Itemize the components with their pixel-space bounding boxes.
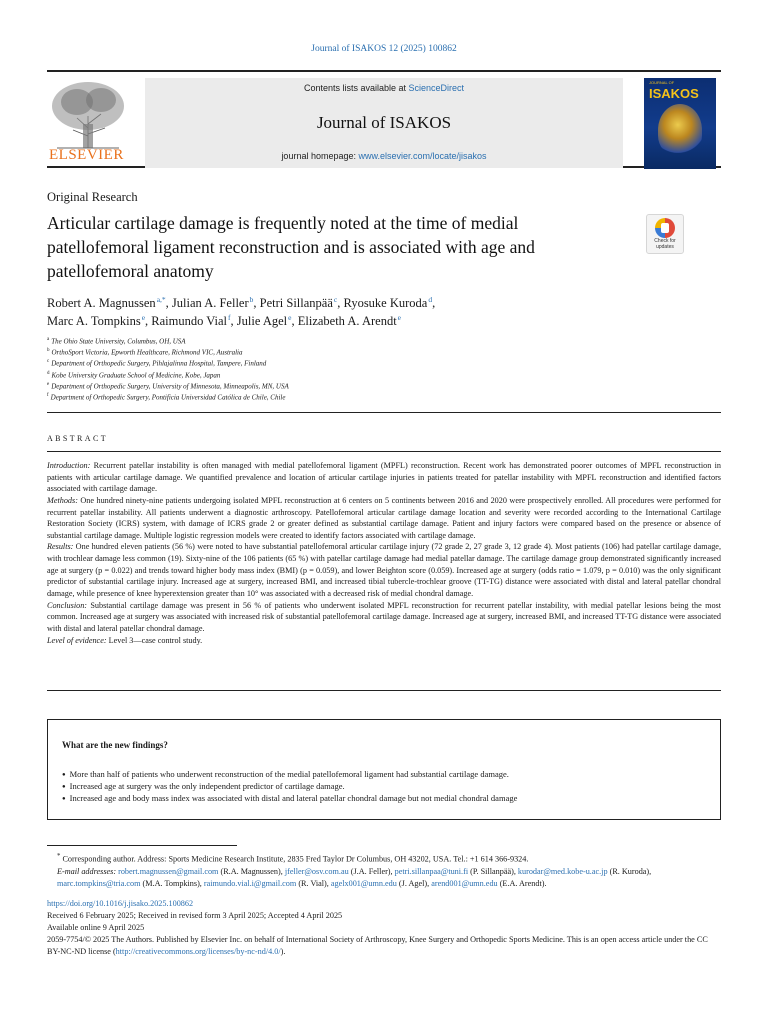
author-affiliation-mark[interactable]: a,* bbox=[156, 294, 166, 304]
author-affiliation-mark[interactable]: f bbox=[228, 312, 231, 322]
abstract-section bbox=[47, 635, 721, 647]
available-online: Available online 9 April 2025 bbox=[47, 922, 145, 932]
abstract-text: Level 3—case control study. bbox=[106, 635, 203, 645]
findings-list bbox=[62, 768, 712, 804]
cover-knee-image bbox=[658, 104, 702, 156]
email-owner: (E.A. Arendt). bbox=[497, 878, 547, 888]
affiliation-key: f bbox=[47, 392, 49, 398]
author-affiliation-mark[interactable]: d bbox=[428, 294, 433, 304]
abstract-body bbox=[47, 460, 721, 646]
homepage-link[interactable]: www.elsevier.com/locate/jisakos bbox=[358, 151, 487, 161]
abstract-label: Results: bbox=[47, 542, 74, 552]
abstract-label: Conclusion: bbox=[47, 600, 88, 610]
email-addresses bbox=[47, 866, 721, 890]
check-updates-label: Check for updates bbox=[654, 238, 676, 250]
email-link[interactable]: agelx001@umn.edu bbox=[330, 878, 397, 888]
findings-item: ● Increased age at surgery was the only independent predictor of cartilage damage. bbox=[62, 780, 712, 792]
affiliation-text: Department of Orthopedic Surgery, Pihlajalinna Hospital, Tampere, Finland bbox=[51, 359, 267, 368]
author-affiliation-mark[interactable]: e bbox=[288, 312, 292, 322]
article-title: Articular cartilage damage is frequently noted at the time of medial patellofemoral ligament reconstruction and is associated with age and patellofemoral anatomy bbox=[47, 213, 535, 282]
email-owner: (J. Agel), bbox=[396, 878, 432, 888]
author-separator: , bbox=[337, 296, 344, 310]
email-link[interactable]: petri.sillanpaa@tuni.fi bbox=[394, 866, 469, 876]
abstract-text: One hundred eleven patients (56 %) were noted to have substantial patellofemoral articular cartilage injury (72 grade 2, 27 grade 3, 12 grade 4). Most patients (106) had patellar cartilage damage, with trochlear damage less common (19). Sixty-nine of the 106 patients (65 %) with patellar cartilage damage had medial patellar damage. The cartilage damage group demonstrated significantly increased age at surgery (p = 0.022) and trends toward higher body mass index (BMI) (p = 0.059), and lower Beighton score (0.059). Increased age at surgery (odds ratio = 1.079, p = 0.010) was the only significant predictor of substantial cartilage injury. Increased age at surgery, increased BMI, and increased tibial tubercle-trochlear groove (TT-TG) distance were associated with distal and lateral patellar chondral damage, while presence of knee hyperextension greater than 10° was associated with a decreased risk of medial chondral damage. bbox=[47, 542, 721, 599]
email-owner: (R. Vial), bbox=[296, 878, 331, 888]
check-for-updates-button[interactable] bbox=[646, 214, 684, 254]
cover-small-text: JOURNAL OF bbox=[649, 80, 675, 85]
corresponding-author-note bbox=[47, 852, 721, 866]
abstract-text: Substantial cartilage damage was present in 56 % of patients who underwent isolated MPFL reconstruction for recurrent patellar instability, with medial patellar lesions being the most common. Increased age at surgery was associated with increased risk of substantial patellofemoral cartilage damage. Increased age at surgery, increased BMI, and increased TT-TG distance were associated with distal and lateral patellar chondral damage. bbox=[47, 600, 721, 633]
check-updates-icon bbox=[655, 218, 675, 238]
email-link[interactable]: raimundo.vial.i@gmail.com bbox=[203, 878, 297, 888]
author-separator: , bbox=[253, 296, 260, 310]
email-link[interactable]: arend001@umn.edu bbox=[431, 878, 498, 888]
journal-cover-thumbnail[interactable] bbox=[644, 78, 716, 169]
contents-prefix: Contents lists available at bbox=[303, 83, 409, 93]
doi-link[interactable]: https://doi.org/10.1016/j.jisako.2025.100862 bbox=[47, 899, 194, 908]
elsevier-wordmark: ELSEVIER bbox=[49, 147, 124, 163]
received-dates: Received 6 February 2025; Received in revised form 3 April 2025; Accepted 4 April 2025 bbox=[47, 910, 343, 920]
license-statement bbox=[47, 934, 721, 958]
abstract-label: Methods: bbox=[47, 495, 78, 505]
affiliation-item bbox=[47, 381, 687, 392]
journal-name: Journal of ISAKOS bbox=[316, 113, 452, 132]
abstract-section bbox=[47, 460, 721, 495]
email-owner: (M.A. Tompkins), bbox=[140, 878, 204, 888]
affiliation-key: c bbox=[47, 359, 50, 365]
journal-citation-link[interactable]: Journal of ISAKOS 12 (2025) 100862 bbox=[311, 44, 457, 54]
divider bbox=[47, 412, 721, 413]
affiliation-list bbox=[47, 336, 687, 403]
email-link[interactable]: robert.magnussen@gmail.com bbox=[118, 866, 219, 876]
divider bbox=[47, 690, 721, 691]
affiliation-text: Kobe University Graduate School of Medicine, Kobe, Japan bbox=[51, 370, 221, 379]
article-type: Original Research bbox=[47, 190, 138, 204]
author-separator: , bbox=[165, 296, 172, 310]
author-affiliation-mark[interactable]: c bbox=[333, 294, 338, 304]
email-owner: (P. Sillanpää), bbox=[468, 866, 518, 876]
findings-item: ● Increased age and body mass index was associated with distal and lateral patellar chondral damage but not medial chondral damage bbox=[62, 792, 712, 804]
author-name[interactable]: Elizabeth A. Arendt bbox=[297, 314, 397, 329]
findings-title: What are the new findings? bbox=[62, 740, 168, 750]
author-name[interactable]: Ryosuke Kuroda bbox=[343, 296, 428, 310]
author-affiliation-mark[interactable]: e bbox=[141, 312, 146, 322]
author-separator: , bbox=[291, 314, 298, 329]
email-link[interactable]: marc.tompkins@tria.com bbox=[57, 878, 141, 888]
author-list bbox=[47, 294, 687, 330]
abstract-text: Recurrent patellar instability is often managed with medial patellofemoral ligament (MPFL) reconstruction. Recent work has demonstrated poorer outcomes of MPFL reconstruction in patients with articular cartilage damage. We quantified prevalence and location of articular cartilage injuries in patients treated for patellar instability with MPFL reconstruction and identified factors associated with cartilage damage. bbox=[47, 461, 721, 494]
abstract-heading: ABSTRACT bbox=[47, 434, 108, 443]
corresponding-mark: * bbox=[57, 853, 61, 860]
affiliation-item bbox=[47, 336, 687, 347]
divider bbox=[47, 451, 721, 452]
affiliation-key: e bbox=[47, 381, 50, 387]
elsevier-logo[interactable] bbox=[47, 80, 129, 166]
footnote-divider bbox=[47, 845, 237, 846]
contents-line bbox=[145, 83, 623, 93]
author-name[interactable]: Raimundo Vial bbox=[151, 314, 228, 329]
author-name[interactable]: Robert A. Magnussen bbox=[47, 296, 156, 310]
affiliation-key: a bbox=[47, 337, 50, 342]
affiliation-text: Department of Orthopedic Surgery, University of Minnesota, Minneapolis, MN, USA bbox=[51, 382, 289, 391]
author-name[interactable]: Petri Sillanpää bbox=[259, 296, 333, 310]
email-link[interactable]: jfeller@osv.com.au bbox=[284, 866, 349, 876]
email-owner: (R.A. Magnussen), bbox=[218, 866, 285, 876]
email-link[interactable]: kurodar@med.kobe-u.ac.jp bbox=[517, 866, 608, 876]
email-owner: (R. Kuroda), bbox=[607, 866, 652, 876]
abstract-section bbox=[47, 541, 721, 599]
abstract-label: Introduction: bbox=[47, 461, 91, 470]
license-text: 2059-7754/© 2025 The Authors. Published by Elsevier Inc. on behalf of International Society of Arthroscopy, Knee Surgery and Orthopedic Sports Medicine. This is an open access article under the CC BY-NC-ND license ( bbox=[47, 934, 708, 956]
abstract-label: Level of evidence: bbox=[47, 635, 107, 645]
journal-masthead bbox=[47, 70, 721, 168]
corresponding-text: Corresponding author. Address: Sports Medicine Research Institute, 2835 Fred Taylor Dr Columbus, OH 43202, USA. Tel.: +1 614 366-9324. bbox=[60, 854, 529, 864]
sciencedirect-link[interactable]: ScienceDirect bbox=[408, 83, 465, 93]
author-name[interactable]: Marc A. Tompkins bbox=[47, 314, 141, 329]
email-owner: (J.A. Feller), bbox=[348, 866, 395, 876]
email-label: E-mail addresses: bbox=[57, 866, 117, 876]
affiliation-text: Department of Orthopedic Surgery, Pontificia Universidad Católica de Chile, Chile bbox=[50, 393, 286, 402]
abstract-text: One hundred ninety-nine patients undergoing isolated MPFL reconstruction at 6 centers on 5 continents between 2016 and 2020 were prospectively enrolled. All procedures were performed for recurrent patellar instability. All patients underwent a diagnostic arthroscopy. Patellofemoral articular cartilage damage location and severity were recorded according to the International Cartilage Restoration Society (ICRS) system, with damage of ICRS grade 2 or greater defined as substantial cartilage damage. Patient and injury factors were compared based on the presence or absence of substantial cartilage damage. Multiple logistic regression models were created to identify factors associated with cartilage damage. bbox=[47, 495, 721, 540]
cover-title: ISAKOS bbox=[649, 86, 699, 101]
abstract-section bbox=[47, 600, 721, 635]
findings-item: ● More than half of patients who underwent reconstruction of the medial patellofemoral ligament had substantial cartilage damage. bbox=[62, 768, 712, 780]
affiliation-item bbox=[47, 358, 687, 369]
affiliation-item bbox=[47, 392, 687, 403]
footnotes bbox=[47, 852, 721, 889]
affiliation-item bbox=[47, 370, 687, 381]
author-separator: , bbox=[230, 314, 237, 329]
homepage-prefix: journal homepage: bbox=[281, 151, 359, 161]
author-affiliation-mark[interactable]: b bbox=[249, 294, 254, 304]
affiliation-text: The Ohio State University, Columbus, OH, USA bbox=[51, 337, 186, 346]
homepage-line bbox=[145, 151, 623, 161]
journal-info-box bbox=[145, 78, 623, 168]
abstract-section bbox=[47, 495, 721, 542]
author-name[interactable]: Julian A. Feller bbox=[171, 296, 249, 310]
author-separator: , bbox=[432, 296, 436, 310]
author-separator: , bbox=[145, 314, 152, 329]
license-link[interactable]: http://creativecommons.org/licenses/by-nc-nd/4.0/ bbox=[115, 946, 281, 956]
author-name[interactable]: Julie Agel bbox=[236, 314, 288, 329]
publication-info bbox=[47, 898, 721, 957]
affiliation-text: OrthoSport Victoria, Epworth Healthcare, Richmond VIC, Australia bbox=[51, 348, 243, 357]
affiliation-key: b bbox=[47, 348, 50, 354]
author-affiliation-mark[interactable]: e bbox=[397, 312, 402, 322]
affiliation-item bbox=[47, 347, 687, 358]
elsevier-tree-icon bbox=[47, 80, 129, 150]
license-suffix: ). bbox=[280, 946, 286, 956]
new-findings-box bbox=[47, 719, 721, 820]
affiliation-key: d bbox=[47, 370, 50, 376]
